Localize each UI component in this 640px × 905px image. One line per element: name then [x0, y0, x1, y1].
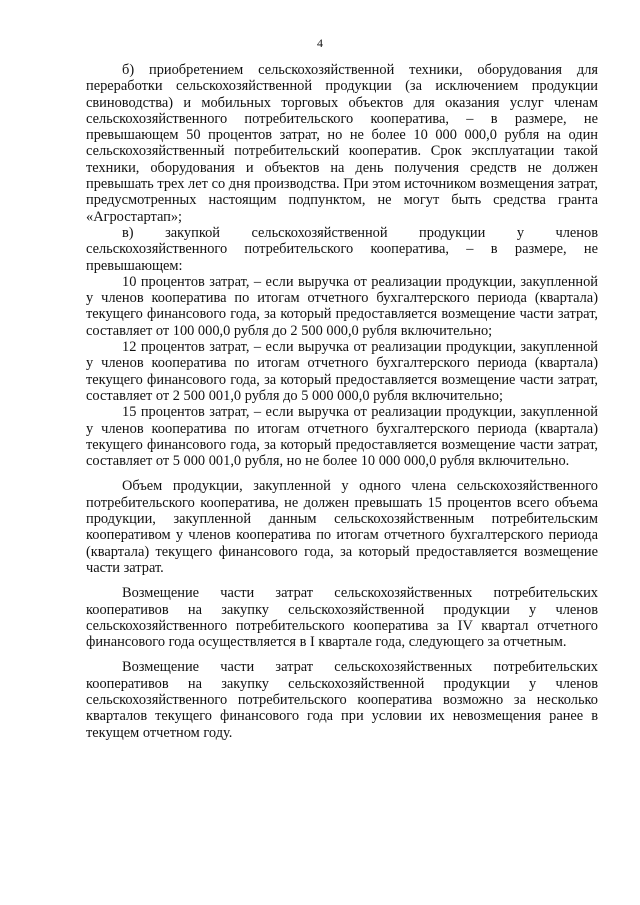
paragraph-subitem-b: б) приобретением сельскохозяйственной техники, оборудования для переработки сельскохозяйственной продукции (за исключением продукции свиноводства) и мобильных торговых объектов для оказания услуг членам сельскохозяйственного потребительского кооператива, – в размере, не превышающем 50 процентов затрат, но не более 10 000 000,0 рубля на один сельскохозяйственный потребительский кооператив. Срок эксплуатации такой техники, оборудования и объектов на день получения средств не должен превышать трех лет со дня производства. При этом источником возмещения затрат, предусмотренных настоящим подпунктом, не могут быть средства гранта «Агростартап»;	[86, 62, 598, 225]
document-body	[86, 62, 598, 741]
paragraph-subitem-v: в) закупкой сельскохозяйственной продукции у членов сельскохозяйственного потребительского кооператива, – в размере, не превышающем:	[86, 224, 598, 274]
paragraph-rate-10: 10 процентов затрат, – если выручка от реализации продукции, закупленной у членов кооператива по итогам отчетного бухгалтерского периода (квартала) текущего финансового года, за который предоставляется возмещение части затрат, составляет от 100 000,0 рубля до 2 500 000,0 рубля включительно;	[86, 273, 598, 339]
paragraph-rate-15: 15 процентов затрат, – если выручка от реализации продукции, закупленной у членов кооператива по итогам отчетного бухгалтерского периода (квартала) текущего финансового года, за который предоставляется возмещение части затрат, составляет от 5 000 001,0 рубля, но не более 10 000 000,0 рубля включительно.	[86, 404, 598, 470]
paragraph-multi-quarter: Возмещение части затрат сельскохозяйственных потребительских кооперативов на закупку сельскохозяйственной продукции у членов сельскохозяйственного потребительского кооператива возможно за несколько кварталов текущего финансового года при условии их невозмещения ранее в текущем отчетном году.	[86, 659, 598, 741]
paragraph-q4-reimbursement: Возмещение части затрат сельскохозяйственных потребительских кооперативов на закупку сельскохозяйственной продукции у членов сельскохозяйственного потребительского кооператива за IV квартал отчетного финансового года осуществляется в I квартале года, следующего за отчетным.	[86, 585, 598, 651]
paragraph-rate-12: 12 процентов затрат, – если выручка от реализации продукции, закупленной у членов кооператива по итогам отчетного бухгалтерского периода (квартала) текущего финансового года, за который предоставляется возмещение части затрат, составляет от 2 500 001,0 рубля до 5 000 000,0 рубля включительно;	[86, 339, 598, 404]
page-number: 4	[317, 36, 323, 50]
paragraph-volume-limit: Объем продукции, закупленной у одного члена сельскохозяйственного потребительского кооператива, не должен превышать 15 процентов всего объема продукции, закупленной данным сельскохозяйственным потребительским кооперативом у членов кооператива по итогам отчетного бухгалтерского периода (квартала) текущего финансового года, за который предоставляется возмещение части затрат.	[86, 478, 598, 576]
